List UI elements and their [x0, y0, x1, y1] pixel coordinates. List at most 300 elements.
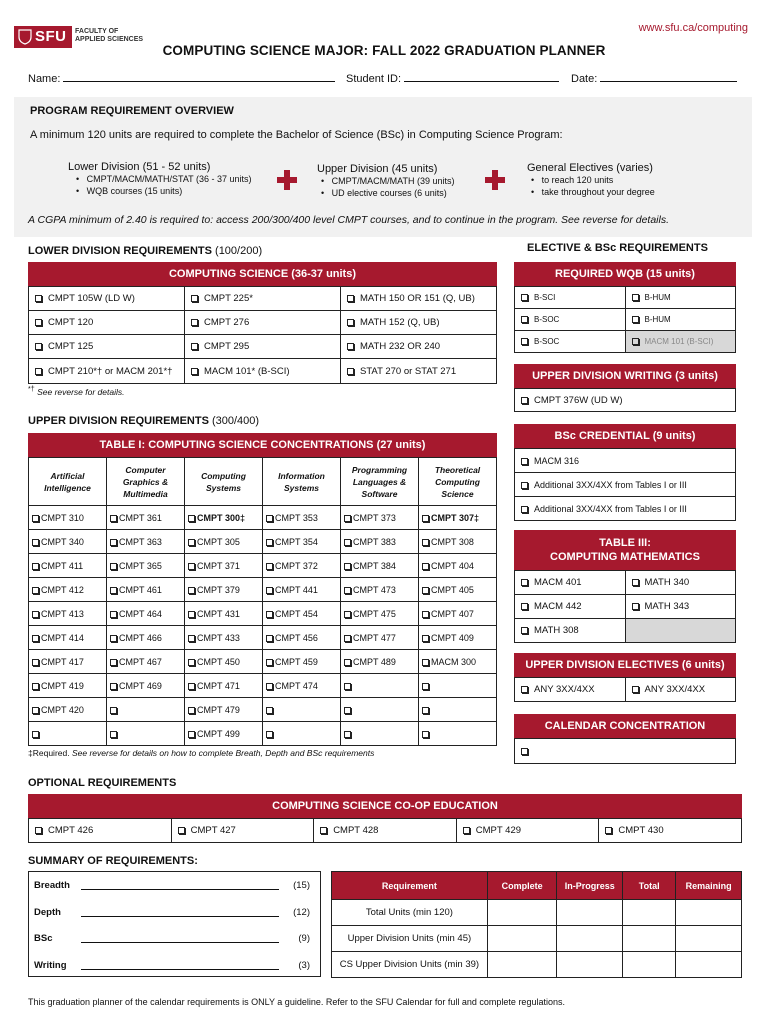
summary-entry-cell[interactable] [676, 952, 742, 978]
checkbox[interactable] [344, 539, 351, 546]
checkbox[interactable] [35, 295, 42, 302]
course-label: CMPT 489 [353, 656, 396, 667]
course-label: CMPT 372 [275, 560, 318, 571]
course-cell[interactable] [341, 650, 419, 674]
course-cell[interactable] [341, 506, 419, 530]
checkbox[interactable] [188, 707, 195, 714]
checkbox[interactable] [344, 611, 351, 618]
summary-entry-cell[interactable] [487, 900, 557, 926]
calendar-item[interactable] [514, 738, 736, 764]
course-cell[interactable] [263, 626, 341, 650]
checkbox[interactable] [35, 368, 42, 375]
course-cell[interactable] [29, 578, 107, 602]
checkbox[interactable] [521, 686, 528, 693]
course-cell[interactable] [185, 602, 263, 626]
course-cell[interactable] [185, 530, 263, 554]
course-cell[interactable] [29, 650, 107, 674]
table-row [515, 497, 736, 521]
course-cell[interactable] [185, 578, 263, 602]
math-header: TABLE III: COMPUTING MATHEMATICS [514, 530, 736, 570]
course-label: CMPT 419 [41, 680, 84, 691]
checkbox[interactable] [188, 659, 195, 666]
checkbox[interactable] [344, 635, 351, 642]
checkbox[interactable] [191, 319, 198, 326]
coop-header: COMPUTING SCIENCE CO-OP EDUCATION [28, 794, 742, 818]
checkbox[interactable] [110, 683, 117, 690]
course-cell[interactable] [29, 530, 107, 554]
course-cell[interactable] [419, 722, 497, 746]
checkbox[interactable] [110, 611, 117, 618]
course-label: CMPT 417 [41, 656, 84, 667]
checkbox[interactable] [344, 731, 351, 738]
checkbox[interactable] [188, 539, 195, 546]
course-label: CMPT 456 [275, 632, 318, 643]
course-label: CMPT 409 [431, 632, 474, 643]
course-cell[interactable] [29, 722, 107, 746]
summary-entry-cell[interactable] [557, 900, 623, 926]
course-cell[interactable] [107, 674, 185, 698]
course-cell[interactable] [341, 578, 419, 602]
checkbox[interactable] [35, 319, 42, 326]
checkbox[interactable] [188, 563, 195, 570]
column-header: Computing Systems [185, 458, 263, 506]
course-cell[interactable] [341, 359, 497, 384]
course-cell[interactable] [625, 309, 736, 331]
course-cell[interactable] [515, 473, 736, 497]
summary-blank[interactable] [81, 969, 279, 970]
summary-requirement: CS Upper Division Units (min 39) [332, 952, 488, 978]
table-row [29, 722, 497, 746]
course-cell[interactable] [185, 698, 263, 722]
checkbox[interactable] [110, 515, 117, 522]
course-cell[interactable] [29, 335, 185, 359]
course-cell[interactable] [107, 698, 185, 722]
course-label: ANY 3XX/4XX [644, 684, 706, 695]
course-cell[interactable] [341, 311, 497, 335]
checkbox[interactable] [521, 748, 528, 755]
course-cell[interactable] [419, 554, 497, 578]
summary-units: (9) [298, 933, 310, 944]
course-cell[interactable] [419, 578, 497, 602]
course-cell[interactable] [29, 506, 107, 530]
checkbox[interactable] [521, 338, 528, 345]
checkbox[interactable] [266, 731, 273, 738]
summary-blank[interactable] [81, 942, 279, 943]
course-label: CMPT 464 [119, 608, 162, 619]
checkbox[interactable] [35, 343, 42, 350]
course-label: CMPT 471 [197, 680, 240, 691]
checkbox[interactable] [521, 482, 528, 489]
checkbox[interactable] [521, 458, 528, 465]
summary-blank[interactable] [81, 916, 279, 917]
course-cell[interactable] [599, 819, 742, 843]
lower-summary-item: • WQB courses (15 units) [76, 186, 183, 196]
course-label: CMPT 361 [119, 512, 162, 523]
course-cell[interactable] [185, 335, 341, 359]
course-cell[interactable] [29, 626, 107, 650]
course-cell[interactable] [185, 506, 263, 530]
upper-division-note: ‡Required. See reverse for details on how to complete Breath, Depth and BSc requirements [28, 748, 375, 758]
checkbox[interactable] [422, 515, 429, 522]
checkbox[interactable] [110, 587, 117, 594]
course-label: CMPT 373 [353, 512, 396, 523]
checkbox[interactable] [632, 316, 639, 323]
checkbox[interactable] [188, 587, 195, 594]
course-cell[interactable] [419, 602, 497, 626]
course-cell[interactable] [341, 602, 419, 626]
writing-item[interactable]: CMPT 376W (UD W) [514, 388, 736, 412]
summary-label: Writing [34, 959, 67, 971]
summary-left-row [29, 899, 320, 926]
course-label: Additional 3XX/4XX from Tables I or III [534, 479, 687, 490]
course-label: CMPT 420 [41, 704, 84, 715]
summary-entry-cell[interactable] [623, 952, 676, 978]
cgpa-note: A CGPA minimum of 2.40 is required to: access 200/300/400 level CMPT courses, and to continue in the program. See reverse for details. [28, 214, 670, 226]
checkbox[interactable] [32, 707, 39, 714]
course-cell[interactable] [341, 674, 419, 698]
course-label: CMPT 353 [275, 512, 318, 523]
summary-left-row [29, 925, 320, 952]
checkbox[interactable] [347, 295, 354, 302]
checkbox[interactable] [632, 603, 639, 610]
checkbox[interactable] [32, 731, 39, 738]
concentrations-header: TABLE I: COMPUTING SCIENCE CONCENTRATIONS (27 units) [28, 433, 497, 457]
summary-entry-cell[interactable] [623, 926, 676, 952]
course-cell[interactable] [171, 819, 314, 843]
checkbox[interactable] [422, 659, 429, 666]
course-cell[interactable] [263, 650, 341, 674]
checkbox[interactable] [521, 397, 528, 404]
course-label: MATH 232 OR 240 [360, 341, 441, 352]
course-cell[interactable] [341, 626, 419, 650]
checkbox[interactable] [266, 659, 273, 666]
course-label: CMPT 426 [48, 825, 94, 836]
course-cell[interactable] [107, 554, 185, 578]
course-cell[interactable] [515, 449, 736, 473]
checkbox[interactable] [188, 683, 195, 690]
table-row [29, 698, 497, 722]
course-cell[interactable] [185, 650, 263, 674]
table-row [515, 331, 736, 353]
course-cell[interactable] [456, 819, 599, 843]
course-cell[interactable] [185, 626, 263, 650]
course-cell[interactable] [419, 506, 497, 530]
checkbox[interactable] [344, 515, 351, 522]
course-cell[interactable] [185, 722, 263, 746]
course-cell[interactable] [625, 331, 736, 353]
course-cell[interactable] [107, 578, 185, 602]
checkbox[interactable] [110, 539, 117, 546]
course-cell[interactable] [29, 311, 185, 335]
table-row [515, 449, 736, 473]
checkbox[interactable] [344, 707, 351, 714]
course-label: CMPT 404 [431, 560, 474, 571]
course-cell[interactable] [263, 578, 341, 602]
checkbox[interactable] [422, 611, 429, 618]
course-cell[interactable] [263, 506, 341, 530]
checkbox[interactable] [266, 515, 273, 522]
checkbox[interactable] [266, 683, 273, 690]
course-label: CMPT 461 [119, 584, 162, 595]
course-cell[interactable] [625, 571, 736, 595]
course-cell[interactable] [185, 311, 341, 335]
summary-entry-cell[interactable] [487, 926, 557, 952]
checkbox[interactable] [422, 635, 429, 642]
checkbox[interactable] [266, 611, 273, 618]
checkbox[interactable] [632, 686, 639, 693]
course-cell[interactable] [341, 530, 419, 554]
summary-column-header: Remaining [676, 872, 742, 900]
checkbox[interactable] [344, 563, 351, 570]
course-label: CMPT 466 [119, 632, 162, 643]
course-cell[interactable] [515, 619, 626, 643]
checkbox[interactable] [266, 587, 273, 594]
upper-summary-title: Upper Division (45 units) [317, 163, 438, 175]
summary-entry-cell[interactable] [487, 952, 557, 978]
course-cell[interactable] [515, 678, 626, 702]
checkbox[interactable] [110, 635, 117, 642]
checkbox[interactable] [110, 659, 117, 666]
writing-header: UPPER DIVISION WRITING (3 units) [514, 364, 736, 388]
course-label: CMPT 475 [353, 608, 396, 619]
checkbox[interactable] [266, 539, 273, 546]
course-cell[interactable] [29, 819, 172, 843]
summary-entry-cell[interactable] [676, 900, 742, 926]
course-label: CMPT 474 [275, 680, 318, 691]
course-label: CMPT 441 [275, 584, 318, 595]
checkbox[interactable] [32, 587, 39, 594]
column-header: Computer Graphics & Multimedia [107, 458, 185, 506]
course-cell[interactable] [107, 722, 185, 746]
course-label: B-SOC [534, 315, 560, 324]
course-cell[interactable] [419, 650, 497, 674]
lower-division-header: COMPUTING SCIENCE (36-37 units) [28, 262, 497, 286]
course-cell[interactable] [185, 554, 263, 578]
course-cell[interactable] [341, 698, 419, 722]
student-id-label: Student ID: [346, 73, 402, 85]
course-cell[interactable] [107, 626, 185, 650]
website-link[interactable]: www.sfu.ca/computing [638, 22, 748, 34]
table-row [332, 926, 742, 952]
table-row [515, 309, 736, 331]
checkbox[interactable] [344, 659, 351, 666]
checkbox[interactable] [422, 683, 429, 690]
optional-title: OPTIONAL REQUIREMENTS [28, 777, 177, 789]
course-cell[interactable] [625, 595, 736, 619]
course-cell[interactable] [419, 626, 497, 650]
checkbox[interactable] [632, 338, 639, 345]
checkbox[interactable] [110, 707, 117, 714]
course-label: CMPT 430 [618, 825, 664, 836]
checkbox[interactable] [32, 659, 39, 666]
course-cell[interactable] [107, 650, 185, 674]
faculty-line-1: FACULTY OF [75, 28, 119, 35]
course-cell[interactable] [29, 359, 185, 384]
checkbox[interactable] [521, 603, 528, 610]
faculty-line-2: APPLIED SCIENCES [75, 36, 144, 43]
course-label: ANY 3XX/4XX [534, 684, 595, 695]
course-cell[interactable] [419, 530, 497, 554]
checkbox[interactable] [188, 731, 195, 738]
checkbox[interactable] [521, 579, 528, 586]
table-row [29, 506, 497, 530]
course-label: CMPT 429 [475, 825, 522, 836]
checkbox[interactable] [632, 579, 639, 586]
date-field[interactable] [600, 72, 737, 82]
checkbox[interactable] [347, 319, 354, 326]
table-row [515, 473, 736, 497]
checkbox[interactable] [32, 515, 39, 522]
checkbox[interactable] [32, 635, 39, 642]
checkbox[interactable] [632, 294, 639, 301]
checkbox[interactable] [110, 563, 117, 570]
course-label: CMPT 300‡ [197, 512, 246, 523]
course-cell[interactable] [341, 554, 419, 578]
summary-label: Depth [34, 906, 61, 918]
course-cell[interactable] [515, 309, 626, 331]
course-label: MATH 308 [534, 625, 579, 636]
course-cell[interactable] [263, 554, 341, 578]
summary-units: (12) [293, 906, 310, 918]
checkbox[interactable] [521, 316, 528, 323]
checkbox[interactable] [32, 563, 39, 570]
checkbox[interactable] [422, 731, 429, 738]
course-cell[interactable] [29, 674, 107, 698]
course-label: CMPT 477 [353, 632, 396, 643]
course-cell[interactable] [107, 506, 185, 530]
course-cell[interactable] [419, 698, 497, 722]
checkbox[interactable] [320, 827, 327, 834]
name-label: Name: [28, 73, 61, 85]
course-cell[interactable] [29, 698, 107, 722]
course-cell[interactable] [263, 722, 341, 746]
checkbox[interactable] [188, 515, 195, 522]
logo-text: SFU [35, 28, 67, 45]
student-id-field[interactable] [404, 72, 559, 82]
course-label: CMPT 384 [353, 560, 396, 571]
checkbox[interactable] [188, 611, 195, 618]
course-cell[interactable] [29, 287, 185, 311]
table-row [29, 626, 497, 650]
course-cell[interactable] [419, 674, 497, 698]
checkbox[interactable] [605, 827, 612, 834]
course-cell[interactable] [515, 571, 626, 595]
summary-column-header: In-Progress [557, 872, 623, 900]
checkbox[interactable] [521, 294, 528, 301]
course-cell[interactable] [29, 554, 107, 578]
upper-summary-item: • UD elective courses (6 units) [321, 188, 447, 198]
checkbox[interactable] [422, 563, 429, 570]
checkbox[interactable] [110, 731, 117, 738]
summary-table [331, 871, 742, 978]
footer-note: This graduation planner of the calendar requirements is ONLY a guideline. Refer to the SFU Calendar for full and complete regulations. [28, 997, 565, 1007]
course-cell[interactable] [341, 287, 497, 311]
summary-entry-cell[interactable] [557, 926, 623, 952]
summary-left-box [28, 871, 321, 977]
checkbox[interactable] [266, 635, 273, 642]
course-label: CMPT 412 [41, 584, 84, 595]
course-cell[interactable] [29, 602, 107, 626]
course-cell[interactable] [341, 335, 497, 359]
summary-left-row [29, 952, 320, 979]
checkbox[interactable] [521, 627, 528, 634]
course-cell[interactable] [625, 287, 736, 309]
checkbox[interactable] [422, 587, 429, 594]
summary-blank[interactable] [81, 889, 279, 890]
checkbox[interactable] [266, 707, 273, 714]
course-cell[interactable] [107, 530, 185, 554]
overview-title: PROGRAM REQUIREMENT OVERVIEW [30, 105, 234, 117]
table-row [29, 674, 497, 698]
column-header: Information Systems [263, 458, 341, 506]
course-label: CMPT 427 [190, 825, 236, 836]
summary-left-row [29, 872, 320, 899]
course-cell[interactable] [625, 678, 736, 702]
course-cell[interactable] [341, 722, 419, 746]
course-cell[interactable] [263, 674, 341, 698]
checkbox[interactable] [191, 368, 198, 375]
checkbox[interactable] [422, 707, 429, 714]
course-cell[interactable] [107, 602, 185, 626]
course-cell[interactable] [185, 674, 263, 698]
name-field[interactable] [63, 72, 335, 82]
checkbox[interactable] [32, 683, 39, 690]
course-cell[interactable] [515, 331, 626, 353]
checkbox[interactable] [191, 295, 198, 302]
checkbox[interactable] [188, 635, 195, 642]
summary-entry-cell[interactable] [623, 900, 676, 926]
course-label: B-HUM [644, 315, 671, 324]
student-id-row [346, 72, 559, 85]
checkbox[interactable] [266, 563, 273, 570]
course-cell[interactable] [515, 497, 736, 521]
course-cell[interactable] [314, 819, 457, 843]
checkbox[interactable] [32, 539, 39, 546]
course-label: CMPT 431 [197, 608, 240, 619]
checkbox[interactable] [344, 683, 351, 690]
summary-entry-cell[interactable] [557, 952, 623, 978]
checkbox[interactable] [463, 827, 470, 834]
checkbox[interactable] [35, 827, 42, 834]
course-label: MACM 101 (B-SCI) [644, 337, 714, 346]
course-cell[interactable] [515, 287, 626, 309]
wqb-header: REQUIRED WQB (15 units) [514, 262, 736, 286]
course-cell[interactable] [263, 530, 341, 554]
plus-icon [277, 170, 297, 190]
course-label: CMPT 499 [197, 728, 240, 739]
checkbox[interactable] [422, 539, 429, 546]
checkbox[interactable] [347, 368, 354, 375]
course-cell[interactable] [185, 359, 341, 384]
checkbox[interactable] [32, 611, 39, 618]
course-cell[interactable] [515, 595, 626, 619]
course-label: CMPT 340 [41, 536, 84, 547]
checkbox[interactable] [178, 827, 185, 834]
electives-summary-title: General Electives (varies) [527, 162, 653, 174]
course-cell[interactable] [185, 287, 341, 311]
checkbox[interactable] [521, 506, 528, 513]
course-cell[interactable] [263, 602, 341, 626]
course-cell[interactable] [263, 698, 341, 722]
course-label: B-SOC [534, 337, 560, 346]
checkbox[interactable] [344, 587, 351, 594]
table-row [29, 287, 497, 311]
coop-table [28, 818, 742, 843]
wqb-table [514, 286, 736, 353]
summary-entry-cell[interactable] [676, 926, 742, 952]
checkbox[interactable] [191, 343, 198, 350]
checkbox[interactable] [347, 343, 354, 350]
